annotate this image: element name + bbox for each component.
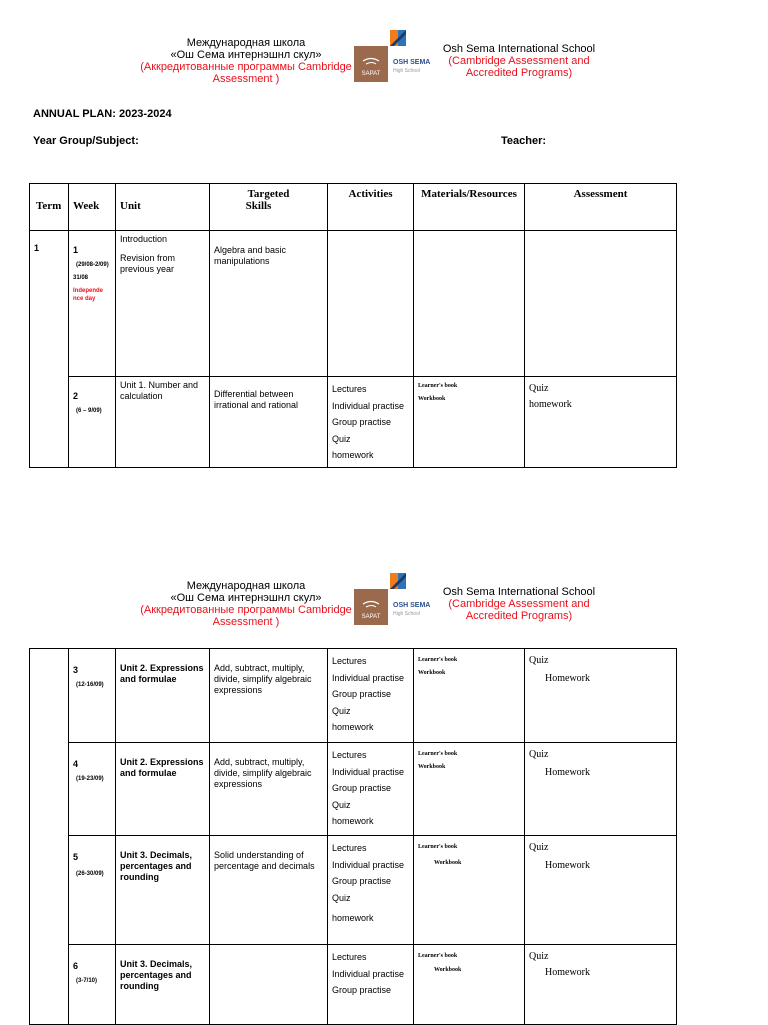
header-ru-accredited-1: (Аккредитованные программы Cambridge [140, 61, 352, 73]
header-en-name: Osh Sema International School [442, 586, 596, 598]
skills-text: Differential between irrational and rational [214, 389, 299, 410]
activity-item: Lectures [332, 843, 367, 853]
activity-item: Individual practise [332, 859, 405, 870]
activities-cell [328, 649, 414, 743]
week-cell [69, 649, 116, 743]
material-item: Learner's book [418, 383, 458, 389]
header-materials [414, 184, 525, 231]
activity-item: Quiz [332, 799, 351, 810]
unit-cell [116, 945, 210, 1025]
header-skills-wrap [210, 184, 327, 215]
unit-cell [116, 377, 210, 468]
assessment-item: Homework [545, 860, 590, 871]
header-assessment-label: Assessment [573, 188, 628, 200]
header-russian-block-page2 [140, 580, 352, 628]
activities-cell [328, 231, 414, 377]
unit-cell [116, 743, 210, 836]
skills-cell [210, 743, 328, 836]
header-skills-line1: Targeted [247, 188, 290, 200]
header-term [30, 184, 69, 231]
unit-text: Unit 2. Expressions and formulae [120, 757, 204, 778]
week-dates: (12-16/09) [76, 682, 104, 688]
skills-cell [210, 377, 328, 468]
week-number: 6 [73, 961, 79, 971]
header-en-name: Osh Sema International School [442, 43, 596, 55]
teacher-label: Teacher: [501, 135, 547, 147]
header-ru-line1: Международная школа [186, 37, 306, 49]
materials-cell [414, 945, 525, 1025]
assessment-item: Quiz [529, 655, 549, 666]
school-logo-graphic [354, 571, 434, 627]
material-item: Learner's book [418, 844, 458, 850]
header-unit-label: Unit [120, 200, 141, 212]
skills-text: Algebra and basic manipulations [214, 245, 287, 266]
week-cell [69, 836, 116, 945]
week-dates: (29/08-2/09) [76, 262, 109, 268]
header-materials-label: Materials/Resources [421, 188, 517, 200]
assessment-cell [525, 945, 677, 1025]
material-item: Learner's book [418, 953, 458, 959]
week-number: 4 [73, 759, 79, 769]
unit-intro: Introduction [120, 234, 168, 244]
assessment-item: Homework [545, 767, 590, 778]
school-logo-graphic [354, 28, 434, 84]
materials-cell [414, 743, 525, 836]
logo-sapat-text: SAPAT [361, 614, 381, 620]
week-number: 5 [73, 852, 79, 862]
activity-item: Group practise [332, 689, 392, 699]
assessment-item: Homework [545, 673, 590, 684]
material-item: Learner's book [418, 751, 458, 757]
table-header-row [30, 184, 677, 231]
activity-item: Group practise [332, 417, 392, 427]
activity-item: Individual practise [332, 400, 405, 411]
header-unit [116, 184, 210, 231]
header-en-accredited-1: (Cambridge Assessment and [448, 55, 590, 67]
materials-cell [414, 231, 525, 377]
logo-osh-sema-text: OSH SEMA [393, 602, 431, 609]
header-week [69, 184, 116, 231]
skills-cell [210, 231, 328, 377]
header-ru-accredited-1: (Аккредитованные программы Cambridge [140, 604, 352, 616]
material-item: Workbook [418, 764, 446, 770]
annual-plan-title: ANNUAL PLAN: 2023-2024 [33, 108, 172, 120]
table-row [30, 743, 677, 836]
header-activities [328, 184, 414, 231]
logo-sapat-text: SAPAT [361, 71, 381, 77]
header-activities-label: Activities [348, 188, 393, 200]
annual-plan-table-page2 [29, 648, 677, 1025]
activity-item: Quiz [332, 433, 351, 444]
material-item: Workbook [418, 670, 446, 676]
holiday-note: Independe nce day [73, 288, 104, 302]
table-row [30, 649, 677, 743]
activities-cell [328, 743, 414, 836]
table-row [30, 945, 677, 1025]
assessment-cell [525, 649, 677, 743]
activity-item: homework [332, 450, 374, 460]
header-skills [210, 184, 328, 231]
header-term-label: Term [36, 200, 62, 212]
unit-text: Unit 3. Decimals, percentages and rounding [120, 850, 193, 882]
activity-item: Quiz [332, 705, 351, 716]
activities-cell [328, 836, 414, 945]
activity-item: homework [332, 722, 374, 732]
table-row [30, 231, 677, 377]
activity-item: homework [332, 913, 374, 923]
header-en-accredited-1: (Cambridge Assessment and [448, 598, 590, 610]
week-dates: (6 – 9/09) [76, 408, 102, 414]
material-item: Learner's book [418, 657, 458, 663]
activity-item: Lectures [332, 384, 367, 394]
activity-item: Group practise [332, 783, 392, 793]
activity-item: Lectures [332, 952, 367, 962]
year-group-label: Year Group/Subject: [33, 135, 139, 147]
week-number: 1 [73, 245, 79, 255]
unit-cell [116, 231, 210, 377]
header-assessment [525, 184, 677, 231]
header-ru-accredited-2: Assessment ) [212, 616, 280, 628]
activity-item: homework [332, 816, 374, 826]
term-value: 1 [34, 243, 40, 253]
skills-cell [210, 649, 328, 743]
skills-text [210, 945, 327, 951]
skills-cell [210, 945, 328, 1025]
week-extra-date: 31/08 [73, 275, 89, 281]
skills-text: Add, subtract, multiply, divide, simplify algebraic expressions [214, 757, 312, 789]
material-item: Workbook [418, 396, 446, 402]
school-logo [354, 28, 434, 76]
material-item: Workbook [434, 967, 462, 973]
week-number: 3 [73, 665, 79, 675]
assessment-cell [525, 377, 677, 468]
header-russian-block [140, 37, 352, 85]
assessment-item: Quiz [529, 749, 549, 760]
unit-text: Unit 3. Decimals, percentages and rounding [120, 959, 193, 991]
unit-text: Unit 1. Number and calculation [120, 380, 199, 401]
header-english-block-page2 [436, 586, 602, 622]
table-row [30, 377, 677, 468]
activity-item: Individual practise [332, 766, 405, 777]
header-ru-line1: Международная школа [186, 580, 306, 592]
week-cell [69, 231, 116, 377]
materials-cell [414, 836, 525, 945]
activity-item: Lectures [332, 750, 367, 760]
annual-plan-table [29, 183, 677, 468]
activities-cell [328, 945, 414, 1025]
activities-cell [328, 377, 414, 468]
assessment-item: Homework [545, 967, 590, 978]
materials-cell [414, 649, 525, 743]
activity-item: Group practise [332, 985, 392, 995]
header-skills-line2: Skills [245, 200, 272, 212]
term-cell [30, 649, 69, 1025]
skills-text: Add, subtract, multiply, divide, simplify algebraic expressions [214, 663, 312, 695]
assessment-cell [525, 836, 677, 945]
header-ru-line2: «Ош Сема интернэшнл скул» [170, 49, 322, 61]
week-dates: (3-7/10) [76, 978, 98, 984]
activity-item: Individual practise [332, 672, 405, 683]
table-row [30, 836, 677, 945]
assessment-cell [525, 231, 677, 377]
term-cell [30, 231, 69, 468]
unit-cell [116, 649, 210, 743]
assessment-item: Quiz [529, 842, 549, 853]
materials-cell [414, 377, 525, 468]
week-cell [69, 945, 116, 1025]
logo-high-school-text: High School [393, 611, 420, 617]
material-item: Workbook [434, 860, 462, 866]
skills-cell [210, 836, 328, 945]
header-english-block [436, 43, 602, 79]
unit-cell [116, 836, 210, 945]
activity-item: Group practise [332, 876, 392, 886]
header-ru-line2: «Ош Сема интернэшнл скул» [170, 592, 322, 604]
activity-item: Quiz [332, 892, 351, 903]
assessment-cell [525, 743, 677, 836]
logo-osh-sema-text: OSH SEMA [393, 59, 431, 66]
assessment-item: Quiz [529, 383, 549, 394]
assessment-item: Quiz [529, 951, 549, 962]
school-logo-page2 [354, 571, 434, 619]
week-dates: (26-30/09) [76, 871, 104, 877]
week-number: 2 [73, 391, 79, 401]
header-en-accredited-2: Accredited Programs) [465, 67, 573, 79]
header-week-label: Week [73, 200, 100, 212]
activity-item: Lectures [332, 656, 367, 666]
skills-text: Solid understanding of percentage and decimals [214, 850, 315, 871]
header-ru-accredited-2: Assessment ) [212, 73, 280, 85]
assessment-item: homework [529, 399, 572, 410]
header-en-accredited-2: Accredited Programs) [465, 610, 573, 622]
logo-high-school-text: High School [393, 68, 420, 74]
unit-text: Unit 2. Expressions and formulae [120, 663, 204, 684]
week-cell [69, 743, 116, 836]
activity-item: Individual practise [332, 968, 405, 979]
unit-revision: Revision from previous year [120, 253, 176, 274]
week-cell [69, 377, 116, 468]
week-dates: (19-23/09) [76, 776, 104, 782]
